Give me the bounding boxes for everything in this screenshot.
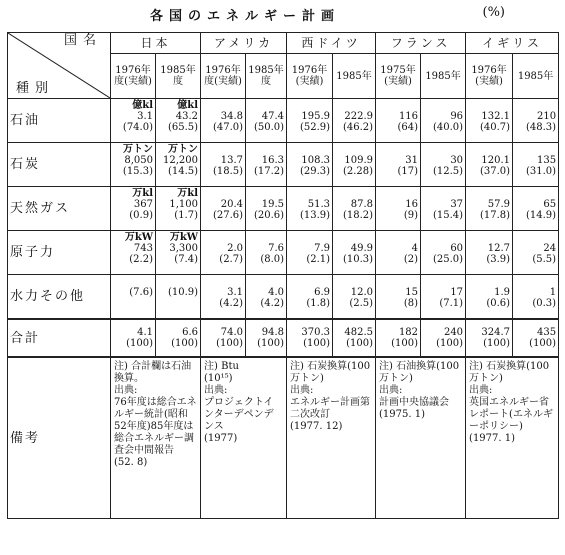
row-label (8, 231, 111, 275)
page-title: 各国のエネルギー計画 (150, 9, 341, 24)
value-number: 4 (411, 243, 419, 254)
total-cell (287, 319, 333, 357)
value-percent: (15.4) (432, 210, 464, 221)
value-percent: (13.9) (299, 210, 331, 221)
value-number: 109.9 (344, 155, 374, 166)
value-percent: (64) (397, 122, 419, 133)
value-cell (333, 143, 376, 187)
value-cell (246, 99, 287, 143)
total-cell (466, 319, 513, 357)
value-percent: (14.5) (167, 166, 199, 177)
value-number: 57.9 (487, 199, 511, 210)
value-percent: (37.0) (479, 166, 511, 177)
header-country-row (8, 33, 559, 54)
total-percent: (100) (391, 338, 419, 349)
value-percent: (4.2) (219, 298, 244, 309)
total-cell (201, 319, 246, 357)
value-percent: (48.3) (525, 122, 557, 133)
title-bar (0, 5, 565, 25)
value-number: 13.7 (220, 155, 244, 166)
value-number: 120.1 (481, 155, 511, 166)
row-label (8, 143, 111, 187)
value-number: 1 (549, 287, 557, 298)
remark-note-text: 注) 合計欄は石油換算。 出典: 76年度は総合エネルギー統計(昭和52年度)85年度は総合エネルギー調査会中間報告 (52. 8) (114, 361, 197, 468)
value-cell (111, 99, 156, 143)
value-percent: (31.0) (525, 166, 557, 177)
value-number: 65 (543, 199, 557, 210)
remark-note-text: 注) Btu (10¹⁵) 出典: プロジェクトインターデペンデンス (1977) (204, 361, 274, 444)
value-percent: (27.6) (212, 210, 244, 221)
value-number: 47.4 (261, 111, 285, 122)
unit-label: 万トン (168, 144, 199, 155)
value-percent: (4.2) (260, 298, 285, 309)
value-cell (246, 143, 287, 187)
value-cell (246, 275, 287, 320)
value-percent: (17.8) (479, 210, 511, 221)
value-percent: (12.5) (432, 166, 464, 177)
value-percent: (46.2) (342, 122, 374, 133)
table-row (8, 99, 559, 143)
value-number: 15 (405, 287, 419, 298)
value-percent: (10.9) (167, 287, 199, 298)
value-cell (246, 231, 287, 275)
total-cell (513, 319, 559, 357)
total-percent: (100) (529, 338, 557, 349)
total-cell (376, 319, 421, 357)
total-percent: (100) (126, 338, 153, 349)
value-number: 743 (133, 243, 153, 254)
table-row (8, 187, 559, 231)
value-cell (201, 143, 246, 187)
row-label (8, 275, 111, 320)
value-cell (466, 143, 513, 187)
year-header: 1985年度 (156, 54, 201, 99)
value-cell (111, 275, 156, 320)
remark-note-text: 注) 石炭換算(100万トン) 出典: エネルギー計画第二次改訂 (1977. 12) (290, 361, 371, 432)
value-cell (287, 231, 333, 275)
country-header: 日本 (111, 33, 201, 54)
value-percent: (2) (403, 254, 419, 265)
value-number: 3.1 (227, 287, 244, 298)
value-percent: (5.5) (532, 254, 557, 265)
unit-label: 万kW (169, 232, 199, 243)
value-percent: (29.3) (299, 166, 331, 177)
year-header: 1985年 (333, 54, 376, 99)
value-number: 51.3 (307, 199, 331, 210)
row-label-text: 水力その他 (10, 289, 86, 304)
value-percent: (8.0) (260, 254, 285, 265)
value-cell (466, 275, 513, 320)
corner-top-label: 国名 (63, 33, 102, 48)
total-percent: (100) (483, 338, 511, 349)
value-number: 367 (133, 199, 153, 210)
unit-label: (%) (482, 5, 505, 20)
value-number: 8,050 (124, 155, 153, 166)
value-number: 12.0 (350, 287, 374, 298)
value-number: 1,100 (169, 199, 199, 210)
value-percent: (20.6) (253, 210, 285, 221)
row-label-text: 石油 (10, 113, 41, 128)
value-number: 222.9 (344, 111, 374, 122)
total-cell (333, 319, 376, 357)
value-cell (111, 187, 156, 231)
value-number: 16 (405, 199, 419, 210)
remarks-label (8, 357, 111, 519)
value-percent: (40.7) (479, 122, 511, 133)
remarks-row (8, 357, 559, 519)
value-cell (246, 187, 287, 231)
value-number: 16.3 (261, 155, 285, 166)
year-header: 1985年 (513, 54, 559, 99)
value-number: 7.9 (314, 243, 331, 254)
year-header: 1985年 (421, 54, 466, 99)
total-number: 94.8 (261, 327, 285, 338)
total-cell (421, 319, 466, 357)
value-percent: (52.9) (299, 122, 331, 133)
value-cell (201, 187, 246, 231)
row-label-text: 天然ガス (10, 201, 71, 216)
table-row (8, 143, 559, 187)
value-cell (201, 99, 246, 143)
value-number: 6.9 (314, 287, 331, 298)
value-cell (333, 231, 376, 275)
year-header: 1985年度 (246, 54, 287, 99)
total-cell (111, 319, 156, 357)
corner-cell (8, 33, 111, 99)
value-percent: (10.3) (342, 254, 374, 265)
value-cell (287, 143, 333, 187)
remark-note (466, 357, 559, 519)
value-cell (156, 231, 201, 275)
value-cell (156, 275, 201, 320)
value-cell (201, 275, 246, 320)
value-cell (287, 275, 333, 320)
value-number: 195.9 (301, 111, 331, 122)
value-number: 3,300 (169, 243, 199, 254)
value-cell (466, 231, 513, 275)
value-percent: (0.3) (532, 298, 557, 309)
value-cell (376, 187, 421, 231)
value-cell (111, 231, 156, 275)
value-percent: (7.1) (439, 298, 464, 309)
unit-label: 万kl (177, 188, 199, 199)
value-cell (421, 187, 466, 231)
value-cell (287, 99, 333, 143)
year-header: 1975年(実績) (376, 54, 421, 99)
value-cell (376, 143, 421, 187)
value-cell (513, 143, 559, 187)
value-cell (111, 143, 156, 187)
value-percent: (7.6) (129, 287, 153, 298)
total-number: 435 (536, 327, 557, 338)
year-header: 1976年(実績) (466, 54, 513, 99)
year-header: 1976年(実績) (287, 54, 333, 99)
total-number: 324.7 (481, 327, 511, 338)
value-number: 2.0 (227, 243, 244, 254)
value-percent: (1.8) (306, 298, 331, 309)
value-number: 210 (536, 111, 557, 122)
total-percent: (100) (303, 338, 331, 349)
unit-label: 億kl (132, 100, 153, 111)
year-header: 1976年度(実績) (111, 54, 156, 99)
total-number: 482.5 (344, 327, 374, 338)
total-number: 182 (398, 327, 419, 338)
value-percent: (74.0) (122, 122, 153, 133)
value-number: 12.7 (487, 243, 511, 254)
value-percent: (9) (403, 210, 419, 221)
value-number: 24 (543, 243, 557, 254)
value-cell (376, 275, 421, 320)
value-number: 43.2 (175, 111, 199, 122)
unit-label: 万kl (132, 188, 153, 199)
value-cell (287, 187, 333, 231)
value-percent: (14.9) (525, 210, 557, 221)
value-percent: (0.6) (486, 298, 511, 309)
value-cell (513, 99, 559, 143)
year-header: 1976年度(実績) (201, 54, 246, 99)
value-number: 17 (450, 287, 464, 298)
country-header: フランス (376, 33, 466, 54)
value-number: 20.4 (220, 199, 244, 210)
value-number: 60 (450, 243, 464, 254)
value-cell (421, 275, 466, 320)
remark-note (201, 357, 287, 519)
value-cell (421, 143, 466, 187)
value-number: 135 (536, 155, 557, 166)
unit-label: 万トン (123, 144, 153, 155)
total-percent: (100) (216, 338, 244, 349)
value-number: 37 (450, 199, 464, 210)
value-cell (376, 99, 421, 143)
value-cell (421, 99, 466, 143)
value-percent: (0.9) (129, 210, 153, 221)
value-percent: (7.4) (174, 254, 199, 265)
total-percent: (100) (257, 338, 285, 349)
unit-label: 億kl (177, 100, 199, 111)
value-percent: (17.2) (253, 166, 285, 177)
total-number: 74.0 (220, 327, 244, 338)
energy-table (7, 32, 559, 519)
total-label-text: 合計 (10, 330, 41, 346)
value-percent: (2.7) (219, 254, 244, 265)
value-percent: (15.3) (122, 166, 153, 177)
value-cell (513, 231, 559, 275)
remark-note-text: 注) 石炭換算(100万トン) 出典: 英国エネルギー省レポート(エネルギーポリシー) (1977. 1) (469, 361, 553, 444)
value-cell (333, 187, 376, 231)
remark-note-text: 注) 石油換算(100万トン) 出典: 計画中央協議会 (1975. 1) (379, 361, 460, 420)
total-number: 370.3 (301, 327, 331, 338)
value-percent: (47.0) (212, 122, 244, 133)
value-percent: (2.28) (342, 166, 374, 177)
value-cell (333, 275, 376, 320)
table-row (8, 231, 559, 275)
value-number: 1.9 (494, 287, 511, 298)
row-label-text: 原子力 (10, 245, 56, 260)
row-label (8, 99, 111, 143)
total-number: 240 (443, 327, 464, 338)
value-percent: (50.0) (253, 122, 285, 133)
value-number: 108.3 (301, 155, 331, 166)
value-cell (156, 187, 201, 231)
remark-note (287, 357, 376, 519)
value-number: 19.5 (261, 199, 285, 210)
value-number: 7.6 (268, 243, 285, 254)
total-percent: (100) (171, 338, 199, 349)
table-row (8, 275, 559, 320)
value-cell (333, 99, 376, 143)
value-percent: (2.2) (129, 254, 153, 265)
value-percent: (65.5) (167, 122, 199, 133)
unit-label: 万kW (124, 232, 153, 243)
corner-bottom-label: 種別 (16, 81, 55, 96)
value-number: 4.0 (268, 287, 285, 298)
value-cell (156, 99, 201, 143)
country-header: イギリス (466, 33, 559, 54)
total-cell (156, 319, 201, 357)
country-header: アメリカ (201, 33, 287, 54)
value-percent: (18.5) (212, 166, 244, 177)
value-percent: (3.9) (486, 254, 511, 265)
remarks-label-text: 備考 (10, 430, 41, 446)
row-label-text: 石炭 (10, 157, 41, 172)
value-cell (513, 187, 559, 231)
value-number: 30 (450, 155, 464, 166)
value-percent: (40.0) (432, 122, 464, 133)
value-percent: (17) (397, 166, 419, 177)
total-label (8, 319, 111, 357)
value-cell (513, 275, 559, 320)
value-number: 12,200 (163, 155, 199, 166)
value-percent: (8) (403, 298, 419, 309)
value-number: 96 (450, 111, 464, 122)
value-percent: (1.7) (174, 210, 199, 221)
remark-note (376, 357, 466, 519)
value-cell (376, 231, 421, 275)
value-cell (201, 231, 246, 275)
total-cell (246, 319, 287, 357)
value-number: 31 (405, 155, 419, 166)
country-header: 西ドイツ (287, 33, 376, 54)
total-number: 6.6 (182, 327, 199, 338)
value-percent: (18.2) (342, 210, 374, 221)
value-number: 116 (398, 111, 419, 122)
total-number: 4.1 (137, 327, 153, 338)
value-number: 3.1 (137, 111, 153, 122)
value-percent: (2.5) (349, 298, 374, 309)
value-number: 34.8 (220, 111, 244, 122)
value-cell (156, 143, 201, 187)
total-percent: (100) (436, 338, 464, 349)
total-percent: (100) (346, 338, 374, 349)
value-cell (466, 99, 513, 143)
value-number: 49.9 (350, 243, 374, 254)
value-percent: (25.0) (432, 254, 464, 265)
total-row (8, 319, 559, 357)
value-percent: (2.1) (306, 254, 331, 265)
row-label (8, 187, 111, 231)
value-number: 87.8 (350, 199, 374, 210)
remark-note (111, 357, 201, 519)
value-number: 132.1 (481, 111, 511, 122)
value-cell (421, 231, 466, 275)
value-cell (466, 187, 513, 231)
